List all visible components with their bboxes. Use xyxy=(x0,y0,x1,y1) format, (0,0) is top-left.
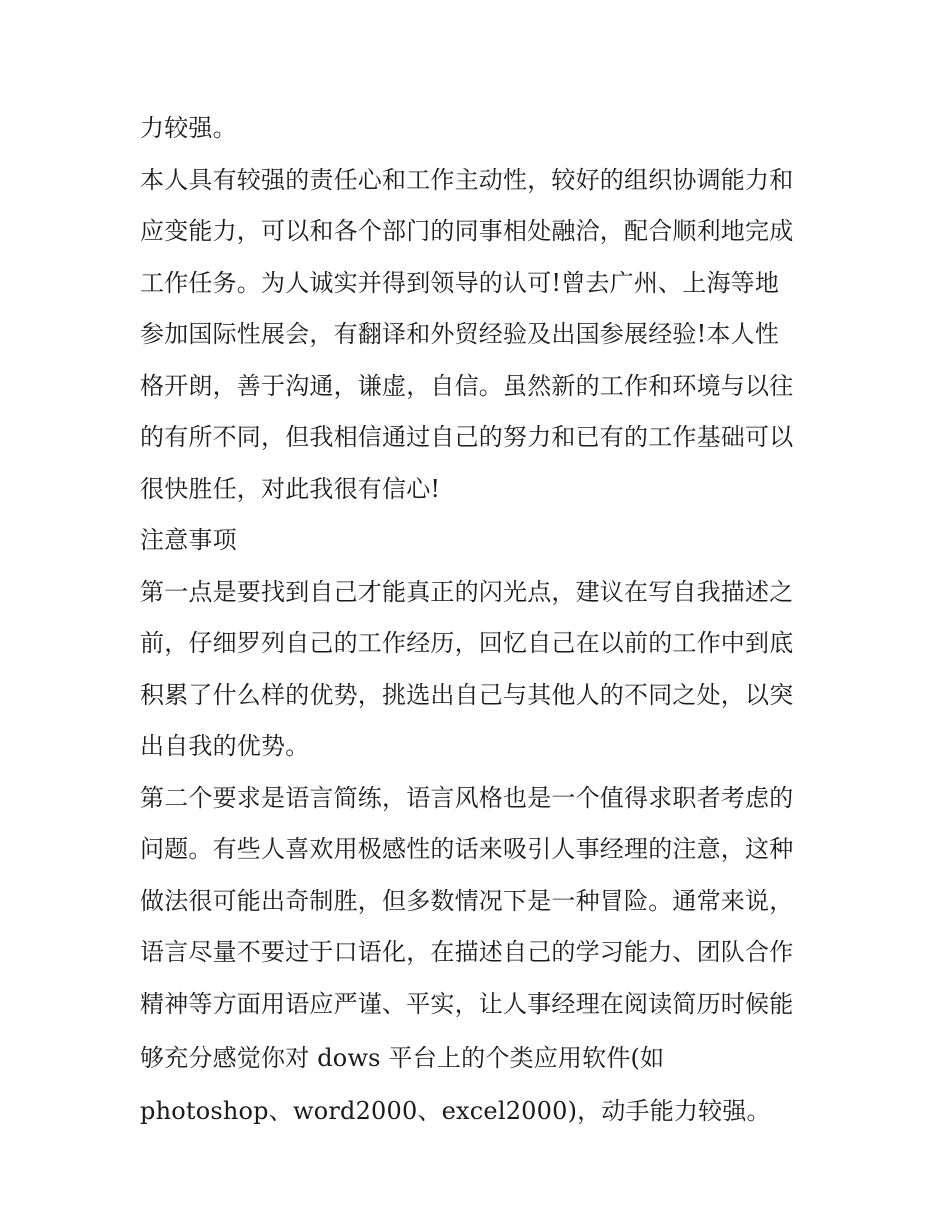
text-line: 第二个要求是语言简练，语言风格也是一个值得求职者考虑的 xyxy=(140,783,794,812)
text-line: 工作任务。为人诚实并得到领导的认可!曾去广州、上海等地 xyxy=(140,268,780,297)
text-line: 的有所不同，但我相信通过自己的努力和已有的工作基础可以 xyxy=(140,423,794,451)
text-line: 前，仔细罗列自己的工作经历，回忆自己在以前的工作中到底 xyxy=(140,629,794,657)
text-line: 积累了什么样的优势，挑选出自己与其他人的不同之处，以突 xyxy=(140,680,794,709)
text-line: 很快胜任，对此我很有信心! xyxy=(140,474,441,503)
text-line: 参加国际性展会，有翻译和外贸经验及出国参展经验!本人性 xyxy=(140,320,780,348)
text-line: photoshop、word2000、excel2000)，动手能力较强。 xyxy=(140,1097,771,1125)
text-line: 格开朗，善于沟通，谦虚，自信。虽然新的工作和环境与以往 xyxy=(140,371,794,400)
text-line: 够充分感觉你对 dows 平台上的个类应用软件(如 xyxy=(140,1044,665,1072)
text-line: 应变能力，可以和各个部门的同事相处融洽，配合顺利地完成 xyxy=(140,217,794,245)
text-line: 力较强。 xyxy=(140,114,237,142)
section-heading: 注意事项 xyxy=(140,526,237,554)
text-line: 问题。有些人喜欢用极感性的话来吸引人事经理的注意，这种 xyxy=(140,835,794,863)
text-line: 本人具有较强的责任心和工作主动性，较好的组织协调能力和 xyxy=(140,165,794,194)
text-line: 语言尽量不要过于口语化，在描述自己的学习能力、团队合作 xyxy=(140,938,794,966)
text-line: 出自我的优势。 xyxy=(140,732,310,760)
text-line: 做法很可能出奇制胜，但多数情况下是一种冒险。通常来说， xyxy=(140,886,794,915)
text-line: 第一点是要找到自己才能真正的闪光点，建议在写自我描述之 xyxy=(140,577,794,606)
document-body xyxy=(140,103,820,1138)
text-line: 精神等方面用语应严谨、平实，让人事经理在阅读简历时候能 xyxy=(140,989,794,1018)
